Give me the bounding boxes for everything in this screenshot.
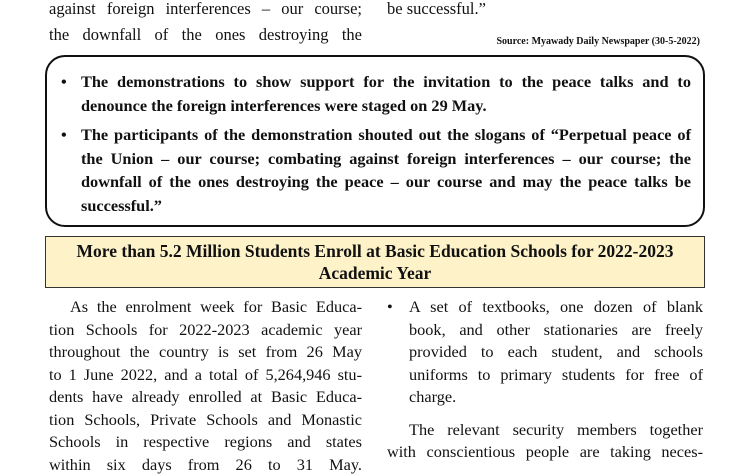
summary-bullet-text: The demonstrations to show support for the invitation to the peace talks and to denounce the foreign interferences were staged on 29 May. xyxy=(81,72,691,115)
headline-line-2: Academic Year xyxy=(46,262,704,284)
article-right-column xyxy=(387,296,703,464)
top-left-line: against foreign interferences – our course; xyxy=(49,0,362,22)
body-line: with conscientious people are taking neces- xyxy=(387,441,703,464)
top-left-line: the downfall of the ones destroying the xyxy=(49,22,362,48)
article-left-column xyxy=(49,296,362,476)
summary-bullet-text: The participants of the demonstration shouted out the slogans of “Perpetual peace of the Union – our course; combating against foreign interferences – our course; the downfall of the ones destroying the peace – our course and may the peace talks be successful.” xyxy=(81,125,691,215)
body-line: charge. xyxy=(409,386,703,409)
body-line: The relevant security members together xyxy=(387,419,703,442)
headline-line-1: More than 5.2 Million Students Enroll at Basic Education Schools for 2022-2023 xyxy=(46,240,704,262)
bullet-dot-icon: • xyxy=(61,123,67,147)
body-line: uniforms to primary students for free of xyxy=(409,364,703,387)
body-line: book, and other stationaries are freely xyxy=(409,319,703,342)
body-line: within six days from 26 to 31 May. xyxy=(49,454,362,476)
body-line: dents have already enrolled at Basic Educa- xyxy=(49,386,362,409)
body-line: A set of textbooks, one dozen of blank xyxy=(409,296,703,319)
top-right-column xyxy=(387,0,707,22)
body-line: provided to each student, and schools xyxy=(409,341,703,364)
source-citation: Source: Myawady Daily Newspaper (30-5-2022) xyxy=(496,36,700,47)
bullet-dot-icon: • xyxy=(61,70,67,94)
body-line: tion Schools for 2022-2023 academic year xyxy=(49,319,362,342)
summary-bullet xyxy=(61,70,691,117)
article-bullet xyxy=(387,296,703,409)
bullet-dot-icon: • xyxy=(387,296,393,319)
article-headline xyxy=(45,236,705,288)
article-paragraph xyxy=(387,419,703,464)
body-line: to 1 June 2022, and a total of 5,264,946 stu- xyxy=(49,364,362,387)
summary-bullet xyxy=(61,123,691,217)
body-line: As the enrolment week for Basic Educa- xyxy=(49,296,362,319)
body-line: Schools in respective regions and states xyxy=(49,431,362,454)
body-line: throughout the country is set from 26 May xyxy=(49,341,362,364)
top-left-column xyxy=(49,0,362,48)
summary-box xyxy=(45,55,705,227)
top-right-line: be successful.” xyxy=(387,0,707,22)
body-line: tion Schools, Private Schools and Monastic xyxy=(49,409,362,432)
